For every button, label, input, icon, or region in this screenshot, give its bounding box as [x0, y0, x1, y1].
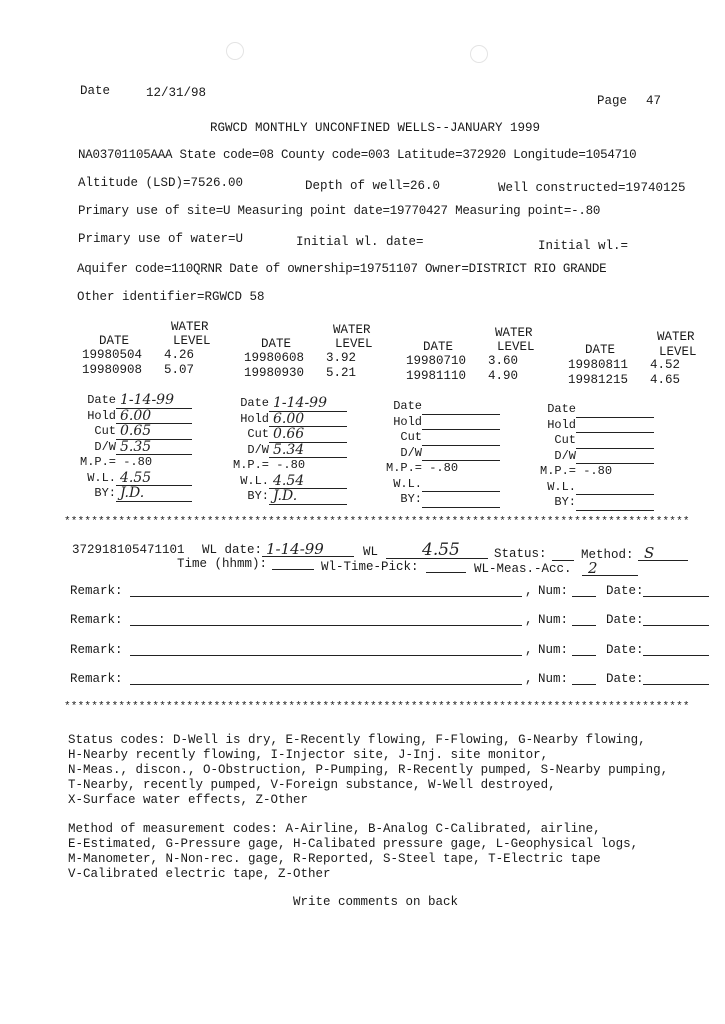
- entry-by-field[interactable]: [116, 487, 192, 502]
- reading-date: 19980908: [82, 363, 143, 377]
- remark-row: [70, 672, 712, 688]
- reading-level: 5.07: [164, 363, 195, 377]
- other-identifier: Other identifier=RGWCD 58: [77, 290, 265, 304]
- entry-mp-label: M.P.=: [540, 464, 577, 478]
- entry-hold-label: Hold: [87, 408, 116, 423]
- status-field[interactable]: [552, 547, 574, 561]
- entry-by-value: J.D.: [120, 485, 145, 501]
- entry-hold-label: Hold: [547, 417, 576, 432]
- entry-hold-field[interactable]: [576, 418, 654, 433]
- entry-cut-value: 0.65: [120, 423, 152, 439]
- entry-date-field[interactable]: [576, 403, 654, 418]
- entry-by-field[interactable]: [422, 493, 500, 508]
- punch-hole-right: [470, 45, 488, 63]
- initial-wl-date: Initial wl. date=: [296, 235, 424, 249]
- remark-date-label: Date:: [606, 613, 644, 627]
- entry-dw-field[interactable]: [576, 449, 654, 464]
- entry-mp-label: M.P.=: [386, 461, 423, 475]
- entry-cut-label: Cut: [554, 433, 576, 447]
- water-header: WATER: [171, 320, 209, 334]
- entry-hold-field[interactable]: [422, 415, 500, 430]
- remark-date-field[interactable]: [643, 596, 709, 597]
- entry-dw-label: D/W: [400, 445, 422, 460]
- reading-level: 4.52: [650, 358, 681, 372]
- field-entry-2: [233, 396, 347, 505]
- date-header: DATE: [585, 343, 616, 357]
- num-field[interactable]: [572, 684, 596, 685]
- wl-value: 4.55: [422, 540, 460, 560]
- method-codes-line: Method of measurement codes: A-Airline, B-Analog C-Calibrated, airline,: [68, 822, 601, 836]
- level-header: LEVEL: [659, 345, 697, 359]
- entry-date-label: Date: [547, 402, 576, 416]
- reading-date: 19980710: [406, 354, 467, 368]
- entry-date-field[interactable]: [422, 400, 500, 415]
- date-header: DATE: [99, 334, 130, 348]
- entry-mp-value: -.80: [123, 455, 153, 469]
- entry-wl-label: W.L.: [240, 473, 269, 488]
- wl-time-pick-field[interactable]: [426, 560, 466, 573]
- entry-wl-field[interactable]: [576, 480, 654, 495]
- water-header: WATER: [495, 326, 533, 340]
- method-value: S: [644, 544, 655, 562]
- entry-wl-value: 4.54: [273, 472, 305, 489]
- site-info-line-3: Primary use of site=U Measuring point date=19770427 Measuring point=-.80: [78, 204, 601, 218]
- entry-date-label: Date: [240, 396, 269, 410]
- entry-dw-field[interactable]: [269, 443, 347, 458]
- reading-level: 4.90: [488, 369, 519, 383]
- altitude: Altitude (LSD)=7526.00: [78, 176, 244, 190]
- entry-hold-label: Hold: [240, 411, 269, 426]
- entry-cut-field[interactable]: [116, 425, 192, 440]
- wl-meas-acc-value: 2: [588, 559, 598, 577]
- entry-wl-label: W.L.: [87, 470, 116, 485]
- remark-label: Remark:: [70, 613, 123, 627]
- reading-date: 19980811: [568, 358, 629, 372]
- entry-date-value: 1-14-99: [120, 392, 174, 408]
- water-header: WATER: [333, 323, 371, 337]
- status-codes-line: X-Surface water effects, Z-Other: [68, 793, 309, 807]
- reading-level: 4.65: [650, 373, 681, 387]
- status-codes: [68, 733, 668, 808]
- entry-by-label: BY:: [554, 495, 576, 509]
- report-date: 12/31/98: [146, 86, 207, 100]
- wl-date-field[interactable]: [262, 540, 354, 557]
- remark-field[interactable]: [130, 684, 522, 685]
- level-header: LEVEL: [335, 337, 373, 351]
- reading-level: 5.21: [326, 366, 357, 380]
- separator-line-2: ********************************************************************************************: [64, 701, 690, 713]
- reading-date: 19981110: [406, 369, 467, 383]
- remark-field[interactable]: [130, 625, 522, 626]
- date-header: DATE: [423, 340, 454, 354]
- well-constructed: Well constructed=19740125: [498, 181, 686, 195]
- num-field[interactable]: [572, 625, 596, 626]
- status-label: Status:: [494, 547, 547, 561]
- wl-date-value: 1-14-99: [266, 540, 324, 558]
- field-entry-1: [80, 393, 192, 502]
- method-field[interactable]: [638, 546, 688, 561]
- entry-dw-value: 5.34: [273, 441, 305, 458]
- entry-dw-value: 5.35: [120, 438, 152, 455]
- entry-date-field[interactable]: [116, 394, 192, 409]
- remark-comma: ,: [525, 613, 533, 627]
- footer-note: Write comments on back: [293, 895, 459, 909]
- level-header: LEVEL: [173, 334, 211, 348]
- remark-date-label: Date:: [606, 643, 644, 657]
- punch-hole-left: [226, 42, 244, 60]
- entry-hold-field[interactable]: [116, 409, 192, 424]
- wl-meas-acc-field[interactable]: [582, 561, 638, 576]
- wl-time-pick-label: Wl-Time-Pick:: [321, 560, 419, 574]
- remark-row: [70, 584, 712, 600]
- method-label: Method:: [581, 548, 634, 562]
- entry-mp-value: -.80: [583, 464, 613, 478]
- entry-dw-field[interactable]: [116, 440, 192, 455]
- entry-dw-label: D/W: [554, 448, 576, 463]
- remark-date-field[interactable]: [643, 684, 709, 685]
- reading-level: 3.92: [326, 351, 357, 365]
- entry-dw-label: D/W: [94, 439, 116, 454]
- entry-wl-field[interactable]: [269, 474, 347, 489]
- entry-by-label: BY:: [400, 492, 422, 506]
- method-codes: [68, 822, 638, 882]
- remark-row: [70, 613, 712, 629]
- num-field[interactable]: [572, 596, 596, 597]
- remark-field[interactable]: [130, 655, 522, 656]
- entry-by-label: BY:: [247, 489, 269, 503]
- reading-date: 19981215: [568, 373, 629, 387]
- entry-cut-label: Cut: [94, 424, 116, 438]
- reading-date: 19980504: [82, 348, 143, 362]
- entry-mp-value: -.80: [429, 461, 459, 475]
- remark-label: Remark:: [70, 584, 123, 598]
- entry-date-label: Date: [393, 399, 422, 413]
- remark-comma: ,: [525, 584, 533, 598]
- entry-date-value: 1-14-99: [273, 395, 327, 411]
- num-label: Num:: [538, 584, 569, 598]
- remark-comma: ,: [525, 643, 533, 657]
- entry-by-field[interactable]: [576, 496, 654, 511]
- entry-wl-label: W.L.: [393, 476, 422, 491]
- method-codes-line: M-Manometer, N-Non-rec. gage, R-Reported, S-Steel tape, T-Electric tape: [68, 852, 601, 866]
- report-date-label: Date: [80, 84, 111, 98]
- method-codes-line: V-Calibrated electric tape, Z-Other: [68, 867, 331, 881]
- remark-label: Remark:: [70, 672, 123, 686]
- entry-by-label: BY:: [94, 486, 116, 500]
- site-info-line-5: Aquifer code=110QRNR Date of ownership=19751107 Owner=DISTRICT RIO GRANDE: [77, 262, 607, 276]
- entry-hold-value: 6.00: [120, 407, 152, 424]
- num-label: Num:: [538, 643, 569, 657]
- remark-comma: ,: [525, 672, 533, 686]
- entry-wl-field[interactable]: [116, 471, 192, 486]
- entry-by-field[interactable]: [269, 490, 347, 505]
- entry-dw-label: D/W: [247, 442, 269, 457]
- num-label: Num:: [538, 672, 569, 686]
- remark-label: Remark:: [70, 643, 123, 657]
- wl-label: WL: [363, 545, 379, 559]
- num-field[interactable]: [572, 655, 596, 656]
- separator-line-1: ********************************************************************************************: [64, 516, 690, 528]
- entry-hold-label: Hold: [393, 414, 422, 429]
- num-label: Num:: [538, 613, 569, 627]
- method-codes-line: E-Estimated, G-Pressure gage, H-Calibated pressure gage, L-Geophysical logs,: [68, 837, 639, 851]
- record-site-id: 372918105471101: [72, 543, 185, 557]
- time-label: Time (hhmm):: [177, 557, 268, 571]
- entry-wl-field[interactable]: [422, 477, 500, 492]
- status-codes-line: T-Nearby, recently pumped, V-Foreign substance, W-Well destroyed,: [68, 778, 556, 792]
- status-codes-line: N-Meas., discon., O-Obstruction, P-Pumping, R-Recently pumped, S-Nearby pumping,: [68, 763, 669, 777]
- well-depth: Depth of well=26.0: [305, 179, 441, 193]
- date-header: DATE: [261, 337, 292, 351]
- entry-dw-field[interactable]: [422, 446, 500, 461]
- entry-date-label: Date: [87, 393, 116, 407]
- wl-meas-acc-label: WL-Meas.-Acc.: [474, 562, 572, 576]
- entry-cut-field[interactable]: [576, 434, 654, 449]
- entry-cut-value: 0.66: [273, 426, 305, 442]
- remark-date-field[interactable]: [643, 655, 709, 656]
- page-label: Page: [597, 94, 628, 108]
- wl-value-field[interactable]: [386, 542, 488, 559]
- entry-hold-value: 6.00: [273, 410, 305, 427]
- entry-mp-label: M.P.=: [80, 455, 117, 469]
- page-number: 47: [646, 94, 662, 108]
- water-header: WATER: [657, 330, 695, 344]
- level-header: LEVEL: [497, 340, 535, 354]
- field-entry-4: [540, 402, 654, 511]
- entry-cut-field[interactable]: [269, 428, 347, 443]
- entry-mp-label: M.P.=: [233, 458, 270, 472]
- wl-date-label: WL date:: [202, 543, 263, 557]
- reading-date: 19980930: [244, 366, 305, 380]
- entry-wl-label: W.L.: [547, 479, 576, 494]
- status-codes-line: Status codes: D-Well is dry, E-Recently flowing, F-Flowing, G-Nearby flowing,: [68, 733, 646, 747]
- initial-wl: Initial wl.=: [538, 239, 629, 253]
- entry-cut-field[interactable]: [422, 431, 500, 446]
- site-info-line-1: NA03701105AAA State code=08 County code=003 Latitude=372920 Longitude=1054710: [78, 148, 637, 162]
- status-codes-line: H-Nearby recently flowing, I-Injector site, J-Inj. site monitor,: [68, 748, 549, 762]
- remark-date-label: Date:: [606, 672, 644, 686]
- remark-row: [70, 643, 712, 659]
- reading-date: 19980608: [244, 351, 305, 365]
- entry-cut-label: Cut: [400, 430, 422, 444]
- remark-date-label: Date:: [606, 584, 644, 598]
- reading-level: 4.26: [164, 348, 195, 362]
- entry-hold-field[interactable]: [269, 412, 347, 427]
- entry-wl-value: 4.55: [120, 469, 152, 486]
- time-field[interactable]: [272, 557, 314, 570]
- entry-date-field[interactable]: [269, 397, 347, 412]
- remark-field[interactable]: [130, 596, 522, 597]
- entry-cut-label: Cut: [247, 427, 269, 441]
- reading-level: 3.60: [488, 354, 519, 368]
- entry-mp-value: -.80: [276, 458, 306, 472]
- entry-by-value: J.D.: [273, 488, 298, 504]
- report-title: RGWCD MONTHLY UNCONFINED WELLS--JANUARY 1999: [210, 121, 541, 135]
- field-entry-3: [386, 399, 500, 508]
- remark-date-field[interactable]: [643, 625, 709, 626]
- primary-use-water: Primary use of water=U: [78, 232, 244, 246]
